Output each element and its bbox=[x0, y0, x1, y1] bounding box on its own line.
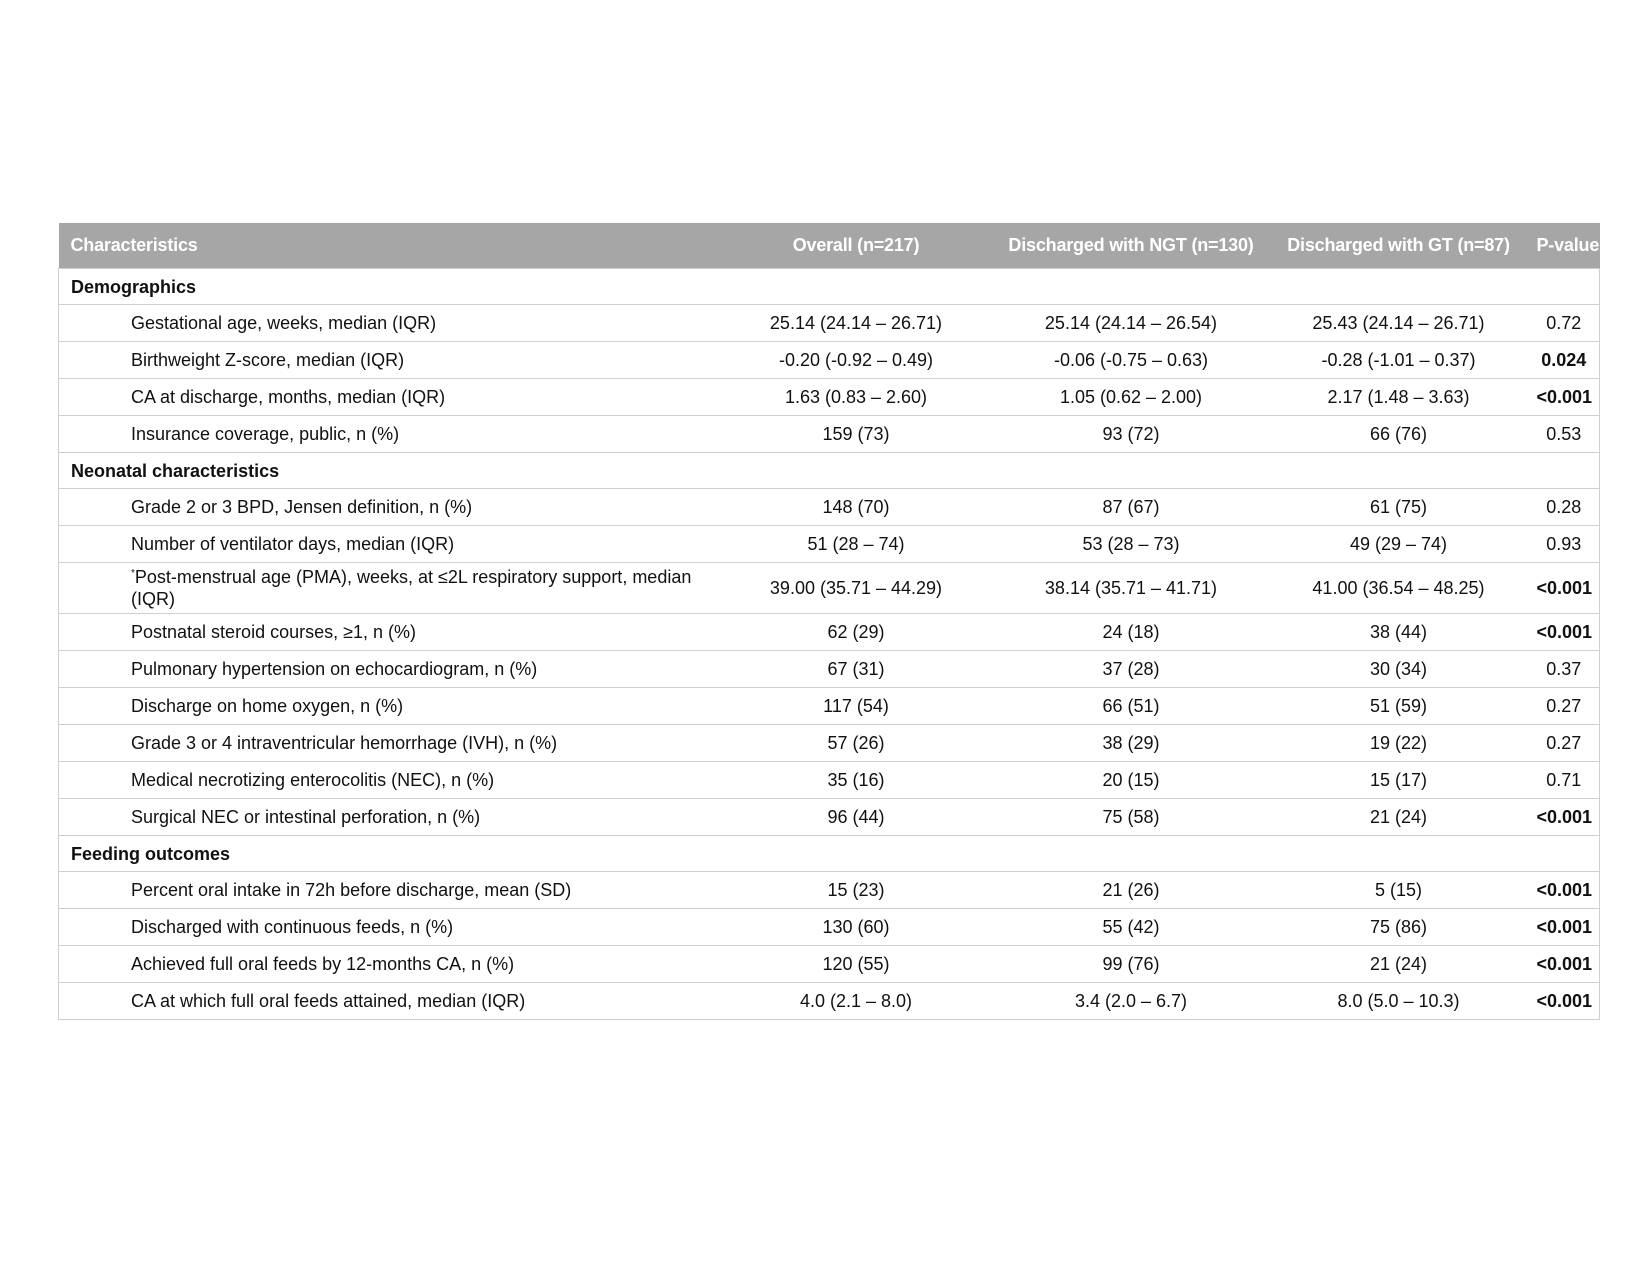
row-label bbox=[59, 416, 719, 453]
row-label bbox=[59, 946, 719, 983]
cell-gt: -0.28 (-1.01 – 0.37) bbox=[1269, 342, 1529, 379]
row-label-text: Percent oral intake in 72h before discharge, mean (SD) bbox=[131, 880, 572, 900]
footnote-marker: * bbox=[131, 568, 135, 579]
characteristics-table bbox=[58, 223, 1600, 1020]
cell-ngt: -0.06 (-0.75 – 0.63) bbox=[994, 342, 1269, 379]
cell-gt: 25.43 (24.14 – 26.71) bbox=[1269, 305, 1529, 342]
header-gt: Discharged with GT (n=87) bbox=[1269, 223, 1529, 269]
cell-gt: 5 (15) bbox=[1269, 872, 1529, 909]
cell-p-value: 0.71 bbox=[1529, 762, 1600, 799]
table-row bbox=[59, 946, 1600, 983]
row-label-text: Insurance coverage, public, n (%) bbox=[131, 424, 400, 444]
row-label bbox=[59, 909, 719, 946]
row-label-text: Grade 3 or 4 intraventricular hemorrhage (IVH), n (%) bbox=[131, 733, 558, 753]
cell-overall: 57 (26) bbox=[719, 725, 994, 762]
cell-gt: 8.0 (5.0 – 10.3) bbox=[1269, 983, 1529, 1020]
row-label-text: Gestational age, weeks, median (IQR) bbox=[131, 313, 437, 333]
header-row bbox=[59, 223, 1600, 269]
cell-p-value: 0.27 bbox=[1529, 725, 1600, 762]
cell-p-value: 0.27 bbox=[1529, 688, 1600, 725]
cell-ngt: 38.14 (35.71 – 41.71) bbox=[994, 563, 1269, 614]
cell-gt: 49 (29 – 74) bbox=[1269, 526, 1529, 563]
row-label-text: Surgical NEC or intestinal perforation, n (%) bbox=[131, 807, 481, 827]
row-label bbox=[59, 614, 719, 651]
row-label bbox=[59, 563, 719, 614]
header-characteristics: Characteristics bbox=[59, 223, 719, 269]
row-label-text: Postnatal steroid courses, ≥1, n (%) bbox=[131, 622, 417, 642]
row-label bbox=[59, 379, 719, 416]
cell-p-value: <0.001 bbox=[1529, 379, 1600, 416]
section-header-row bbox=[59, 453, 1600, 489]
table-row bbox=[59, 799, 1600, 836]
table-row bbox=[59, 614, 1600, 651]
cell-gt: 75 (86) bbox=[1269, 909, 1529, 946]
cell-gt: 51 (59) bbox=[1269, 688, 1529, 725]
header-ngt: Discharged with NGT (n=130) bbox=[994, 223, 1269, 269]
cell-gt: 66 (76) bbox=[1269, 416, 1529, 453]
cell-p-value: <0.001 bbox=[1529, 872, 1600, 909]
row-label-text: Birthweight Z-score, median (IQR) bbox=[131, 350, 405, 370]
row-label bbox=[59, 725, 719, 762]
cell-ngt: 87 (67) bbox=[994, 489, 1269, 526]
row-label bbox=[59, 305, 719, 342]
cell-gt: 15 (17) bbox=[1269, 762, 1529, 799]
cell-ngt: 1.05 (0.62 – 2.00) bbox=[994, 379, 1269, 416]
cell-overall: 1.63 (0.83 – 2.60) bbox=[719, 379, 994, 416]
table-row bbox=[59, 983, 1600, 1020]
section-title: Neonatal characteristics bbox=[59, 453, 1600, 489]
table-row bbox=[59, 489, 1600, 526]
section-header-row bbox=[59, 836, 1600, 872]
table-row bbox=[59, 563, 1600, 614]
table-row bbox=[59, 416, 1600, 453]
cell-ngt: 3.4 (2.0 – 6.7) bbox=[994, 983, 1269, 1020]
cell-ngt: 75 (58) bbox=[994, 799, 1269, 836]
table-row bbox=[59, 725, 1600, 762]
cell-overall: 39.00 (35.71 – 44.29) bbox=[719, 563, 994, 614]
cell-p-value: 0.024 bbox=[1529, 342, 1600, 379]
row-label bbox=[59, 762, 719, 799]
row-label bbox=[59, 983, 719, 1020]
table-row bbox=[59, 651, 1600, 688]
cell-p-value: <0.001 bbox=[1529, 909, 1600, 946]
row-label-text: CA at discharge, months, median (IQR) bbox=[131, 387, 446, 407]
cell-gt: 30 (34) bbox=[1269, 651, 1529, 688]
table-row bbox=[59, 762, 1600, 799]
row-label-text: Grade 2 or 3 BPD, Jensen definition, n (%) bbox=[131, 497, 473, 517]
row-label-text: Pulmonary hypertension on echocardiogram, n (%) bbox=[131, 659, 538, 679]
section-title: Demographics bbox=[59, 269, 1600, 305]
cell-gt: 2.17 (1.48 – 3.63) bbox=[1269, 379, 1529, 416]
cell-ngt: 53 (28 – 73) bbox=[994, 526, 1269, 563]
cell-ngt: 55 (42) bbox=[994, 909, 1269, 946]
cell-ngt: 99 (76) bbox=[994, 946, 1269, 983]
row-label bbox=[59, 872, 719, 909]
cell-p-value: <0.001 bbox=[1529, 799, 1600, 836]
cell-p-value: <0.001 bbox=[1529, 983, 1600, 1020]
cell-p-value: <0.001 bbox=[1529, 614, 1600, 651]
cell-overall: 15 (23) bbox=[719, 872, 994, 909]
cell-gt: 21 (24) bbox=[1269, 946, 1529, 983]
row-label-text: CA at which full oral feeds attained, median (IQR) bbox=[131, 991, 526, 1011]
cell-overall: 120 (55) bbox=[719, 946, 994, 983]
row-label bbox=[59, 799, 719, 836]
row-label bbox=[59, 688, 719, 725]
table-row bbox=[59, 909, 1600, 946]
cell-overall: 35 (16) bbox=[719, 762, 994, 799]
cell-gt: 19 (22) bbox=[1269, 725, 1529, 762]
cell-overall: 130 (60) bbox=[719, 909, 994, 946]
table-header bbox=[59, 223, 1600, 269]
cell-p-value: 0.37 bbox=[1529, 651, 1600, 688]
row-label bbox=[59, 526, 719, 563]
row-label bbox=[59, 342, 719, 379]
section-title: Feeding outcomes bbox=[59, 836, 1600, 872]
cell-ngt: 93 (72) bbox=[994, 416, 1269, 453]
characteristics-table-container bbox=[58, 223, 1599, 1020]
cell-ngt: 25.14 (24.14 – 26.54) bbox=[994, 305, 1269, 342]
row-label-text: Achieved full oral feeds by 12-months CA, n (%) bbox=[131, 954, 515, 974]
cell-p-value: <0.001 bbox=[1529, 946, 1600, 983]
cell-gt: 61 (75) bbox=[1269, 489, 1529, 526]
cell-ngt: 24 (18) bbox=[994, 614, 1269, 651]
cell-ngt: 21 (26) bbox=[994, 872, 1269, 909]
table-body bbox=[59, 269, 1600, 1020]
cell-p-value: 0.72 bbox=[1529, 305, 1600, 342]
cell-overall: 4.0 (2.1 – 8.0) bbox=[719, 983, 994, 1020]
table-row bbox=[59, 526, 1600, 563]
table-row bbox=[59, 379, 1600, 416]
cell-overall: 96 (44) bbox=[719, 799, 994, 836]
cell-overall: 51 (28 – 74) bbox=[719, 526, 994, 563]
row-label-text: Discharged with continuous feeds, n (%) bbox=[131, 917, 454, 937]
header-p-value: P-value bbox=[1529, 223, 1600, 269]
cell-overall: 25.14 (24.14 – 26.71) bbox=[719, 305, 994, 342]
cell-gt: 41.00 (36.54 – 48.25) bbox=[1269, 563, 1529, 614]
row-label bbox=[59, 651, 719, 688]
table-row bbox=[59, 872, 1600, 909]
section-header-row bbox=[59, 269, 1600, 305]
cell-p-value: <0.001 bbox=[1529, 563, 1600, 614]
row-label bbox=[59, 489, 719, 526]
cell-gt: 38 (44) bbox=[1269, 614, 1529, 651]
table-row bbox=[59, 305, 1600, 342]
table-row bbox=[59, 342, 1600, 379]
cell-overall: 67 (31) bbox=[719, 651, 994, 688]
cell-ngt: 37 (28) bbox=[994, 651, 1269, 688]
cell-overall: 62 (29) bbox=[719, 614, 994, 651]
cell-p-value: 0.28 bbox=[1529, 489, 1600, 526]
cell-overall: 148 (70) bbox=[719, 489, 994, 526]
cell-gt: 21 (24) bbox=[1269, 799, 1529, 836]
cell-overall: -0.20 (-0.92 – 0.49) bbox=[719, 342, 994, 379]
cell-ngt: 66 (51) bbox=[994, 688, 1269, 725]
table-row bbox=[59, 688, 1600, 725]
row-label-text: Post-menstrual age (PMA), weeks, at ≤2L respiratory support, median (IQR) bbox=[131, 567, 692, 609]
header-overall: Overall (n=217) bbox=[719, 223, 994, 269]
cell-p-value: 0.53 bbox=[1529, 416, 1600, 453]
cell-overall: 117 (54) bbox=[719, 688, 994, 725]
row-label-text: Medical necrotizing enterocolitis (NEC), n (%) bbox=[131, 770, 495, 790]
cell-ngt: 20 (15) bbox=[994, 762, 1269, 799]
cell-p-value: 0.93 bbox=[1529, 526, 1600, 563]
row-label-text: Number of ventilator days, median (IQR) bbox=[131, 534, 455, 554]
cell-ngt: 38 (29) bbox=[994, 725, 1269, 762]
row-label-text: Discharge on home oxygen, n (%) bbox=[131, 696, 404, 716]
cell-overall: 159 (73) bbox=[719, 416, 994, 453]
